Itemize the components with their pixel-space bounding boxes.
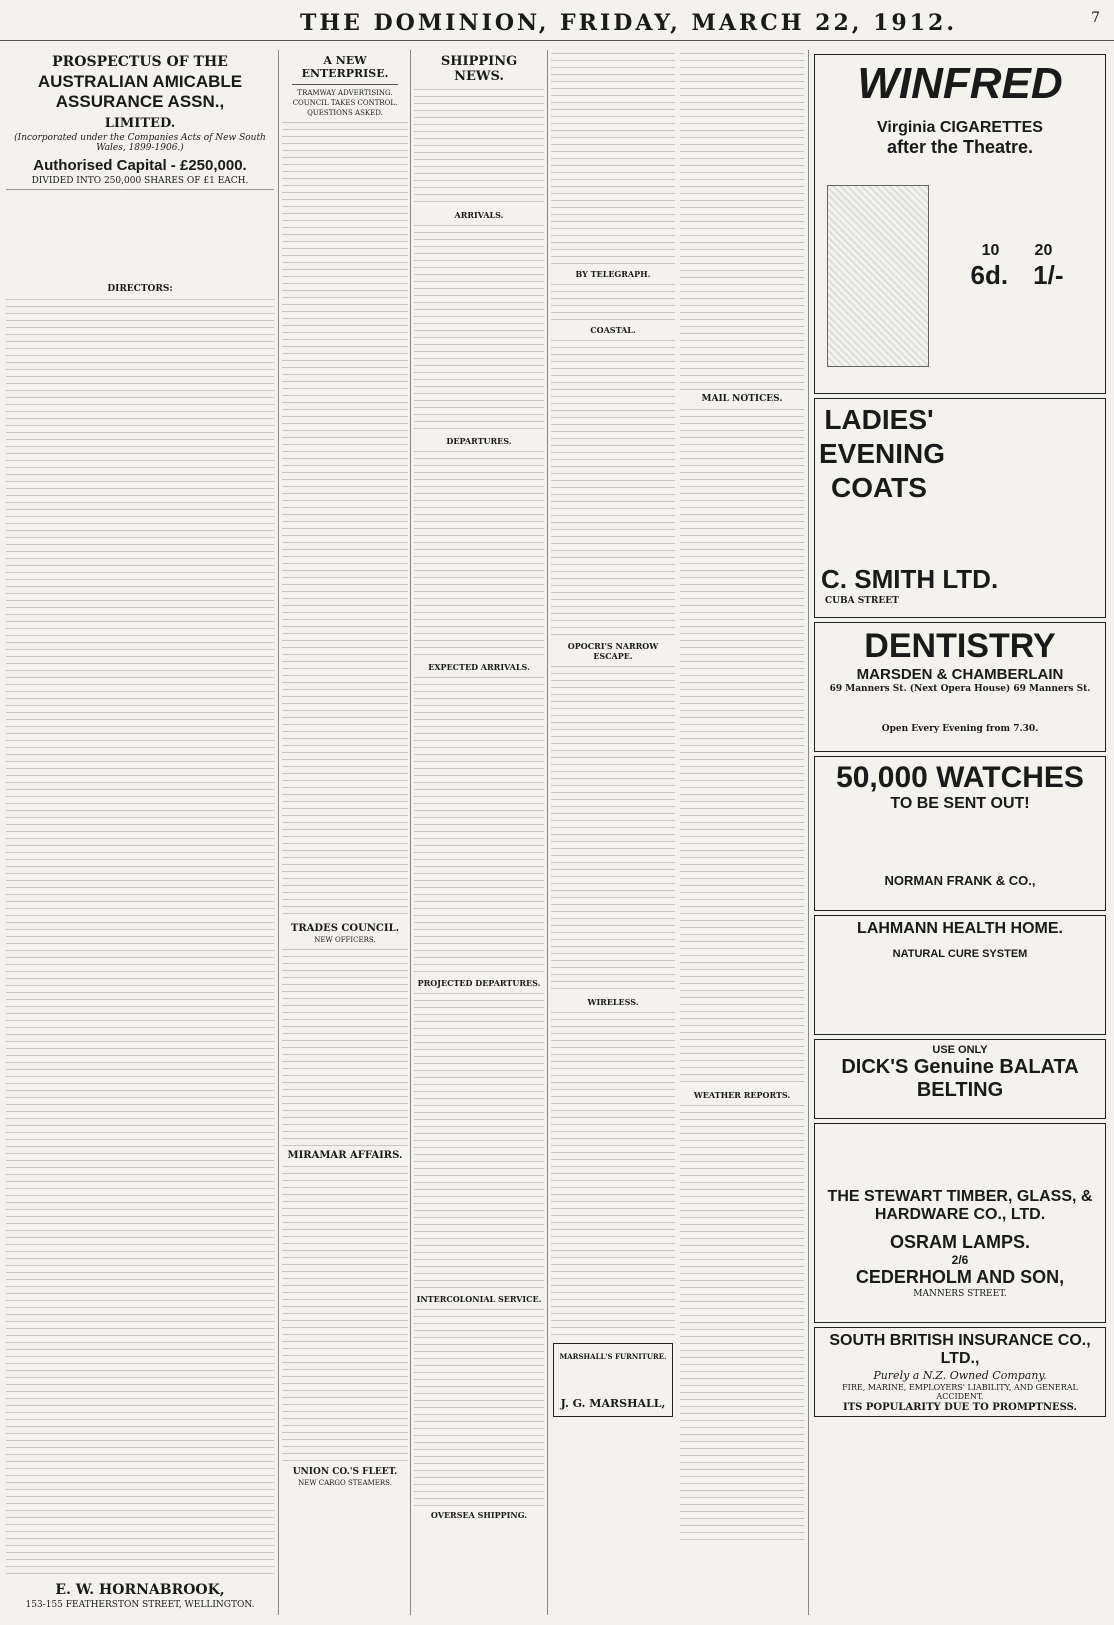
hornabrook-address: 153-155 FEATHERSTON STREET, WELLINGTON. [25, 1600, 255, 1610]
prospectus-body-1 [6, 189, 274, 280]
stewart-name: THE STEWART TIMBER, GLASS, & HARDWARE CO., LTD. [827, 1188, 1093, 1223]
departures-heading: DEPARTURES. [446, 436, 512, 446]
intercolonial-body [414, 1306, 544, 1506]
column-rule [410, 50, 411, 1615]
projected-heading: PROJECTED DEPARTURES. [417, 978, 541, 988]
watches-title: 50,000 WATCHES [836, 761, 1084, 794]
miramar-heading: MIRAMAR AFFAIRS. [287, 1150, 403, 1161]
questions-heading: QUESTIONS ASKED. [307, 109, 383, 117]
wireless-body [551, 1009, 675, 1339]
tramway-heading: TRAMWAY ADVERTISING. [297, 89, 393, 97]
fire-marine: FIRE, MARINE, EMPLOYERS' LIABILITY, AND GENERAL ACCIDENT. [842, 1383, 1078, 1401]
hornabrook-name: E. W. HORNABROOK, [55, 1582, 225, 1598]
marshall-ad [553, 1343, 673, 1417]
page-number: 7 [1091, 10, 1100, 26]
telegraph-top-body [551, 50, 675, 265]
trades-heading: TRADES COUNCIL. [290, 923, 400, 934]
capital-line: Authorised Capital - £250,000. [33, 157, 247, 174]
arrivals-heading: ARRIVALS. [454, 210, 504, 220]
tramway-body [282, 119, 408, 919]
officers-heading: NEW OFFICERS. [314, 936, 376, 944]
marsden-address: 69 Manners St. (Next Opera House) 69 Manners St. [829, 684, 1091, 694]
winfred-price2: 1/- [1033, 260, 1064, 290]
column-telegraph [551, 50, 675, 1615]
lahmann-title: LAHMANN HEALTH HOME. [857, 920, 1063, 937]
dicks-ad [814, 1039, 1106, 1119]
sent-out-line: TO BE SENT OUT! [890, 795, 1030, 812]
winfred-illustration [827, 185, 929, 367]
nz-owned: Purely a N.Z. Owned Company. [873, 1369, 1047, 1382]
lahmann-ad [814, 915, 1106, 1035]
cederholm-name: CEDERHOLM AND SON, [855, 1267, 1065, 1287]
trades-body [282, 946, 408, 1146]
winfred-count2: 20 [1034, 242, 1053, 259]
arrivals-body [414, 222, 544, 432]
company-name: AUSTRALIAN AMICABLE ASSURANCE ASSN., [37, 72, 243, 111]
wireless-heading: WIRELESS. [587, 997, 639, 1007]
natural-cure: NATURAL CURE SYSTEM [892, 948, 1028, 960]
south-british-ad [814, 1327, 1106, 1417]
shipping-heading: SHIPPING NEWS. [440, 54, 518, 84]
dicks-title: DICK'S Genuine BALATA BELTING [841, 1056, 1079, 1101]
prospectus-body-2 [6, 296, 274, 1578]
watches-body [819, 813, 1101, 873]
manners-street: MANNERS STREET. [913, 1289, 1007, 1299]
marshall-body [558, 1363, 668, 1393]
prospectus-heading: PROSPECTUS OF THE [52, 54, 228, 70]
tides-table [414, 86, 544, 206]
column-rule [547, 50, 548, 1615]
union-heading: UNION CO.'S FLEET. [292, 1467, 398, 1477]
directors-heading: DIRECTORS: [107, 284, 173, 294]
column-rule [278, 50, 279, 1615]
cargo-heading: NEW CARGO STEAMERS. [298, 1479, 392, 1487]
marsden-name: MARSDEN & CHAMBERLAIN [856, 666, 1064, 683]
mail-top-body [680, 50, 804, 390]
expected-body [414, 674, 544, 974]
winfred-brand: WINFRED [857, 59, 1063, 108]
shares-line: DIVIDED INTO 250,000 SHARES OF £1 EACH. [31, 176, 249, 186]
column-ads [812, 50, 1108, 1615]
ladies-coats-ad [814, 398, 1106, 618]
council-heading: COUNCIL TAKES CONTROL. [292, 99, 398, 107]
miramar-body [282, 1163, 408, 1463]
popularity: ITS POPULARITY DUE TO PROMPTNESS. [843, 1402, 1077, 1413]
winfred-count: 10 [981, 242, 1000, 259]
intercolonial-heading: INTERCOLONIAL SERVICE. [416, 1294, 542, 1304]
departures-body [414, 448, 544, 658]
marshall-title: MARSHALL'S FURNITURE. [559, 1352, 667, 1361]
stewart-body [819, 1128, 1101, 1188]
coastal-heading: COASTAL. [590, 325, 636, 335]
limited-label: LIMITED. [104, 116, 176, 131]
enterprise-heading: A NEW ENTERPRISE. [301, 54, 389, 80]
coastal-body [551, 337, 675, 637]
winfred-ad [814, 54, 1106, 394]
column-news [282, 50, 408, 1615]
smith-address: CUBA STREET [825, 596, 899, 606]
stewart-ad [814, 1123, 1106, 1323]
masthead [0, 0, 1114, 41]
winfred-price: 6d. [970, 260, 1009, 290]
open-evening: Open Every Evening from 7.30. [881, 724, 1039, 734]
mail-heading: MAIL NOTICES. [701, 394, 783, 404]
by-telegraph-heading: BY TELEGRAPH. [575, 269, 651, 279]
oversea-heading: OVERSEA SHIPPING. [430, 1510, 528, 1520]
winfred-sub: Virginia CIGARETTES [877, 119, 1043, 136]
column-shipping [414, 50, 544, 1615]
escape-body [551, 663, 675, 993]
marshall-name: J. G. MARSHALL, [560, 1397, 666, 1410]
watches-ad [814, 756, 1106, 911]
winfred-after: after the Theatre. [886, 137, 1034, 157]
divider [292, 84, 398, 85]
weather-heading: WEATHER REPORTS. [693, 1090, 791, 1100]
escape-heading: OPOCRI'S NARROW ESCAPE. [567, 641, 659, 661]
column-mail [680, 50, 804, 1615]
masthead-title: THE DOMINION, FRIDAY, MARCH 22, 1912. [300, 10, 957, 36]
norman-name: NORMAN FRANK & CO., [884, 873, 1036, 888]
smith-name: C. SMITH LTD. [821, 564, 999, 594]
dentistry-ad [814, 622, 1106, 752]
south-british-name: SOUTH BRITISH INSURANCE CO., LTD., [829, 1332, 1091, 1367]
dentistry-title: DENTISTRY [864, 627, 1056, 665]
use-only: USE ONLY [932, 1044, 988, 1056]
column-rule [808, 50, 809, 1615]
ladies-coats-title: LADIES' EVENING COATS [819, 404, 946, 503]
weather-body [680, 1102, 804, 1542]
telegraph-body [551, 281, 675, 321]
osram-price: 2/6 [951, 1253, 969, 1267]
osram-title: OSRAM LAMPS. [889, 1232, 1030, 1252]
expected-heading: EXPECTED ARRIVALS. [428, 662, 530, 672]
mail-body [680, 406, 804, 1086]
projected-body [414, 990, 544, 1290]
incorporated-note: (Incorporated under the Companies Acts of New South Wales, 1899-1906.) [14, 133, 266, 153]
column-prospectus [6, 50, 274, 1615]
